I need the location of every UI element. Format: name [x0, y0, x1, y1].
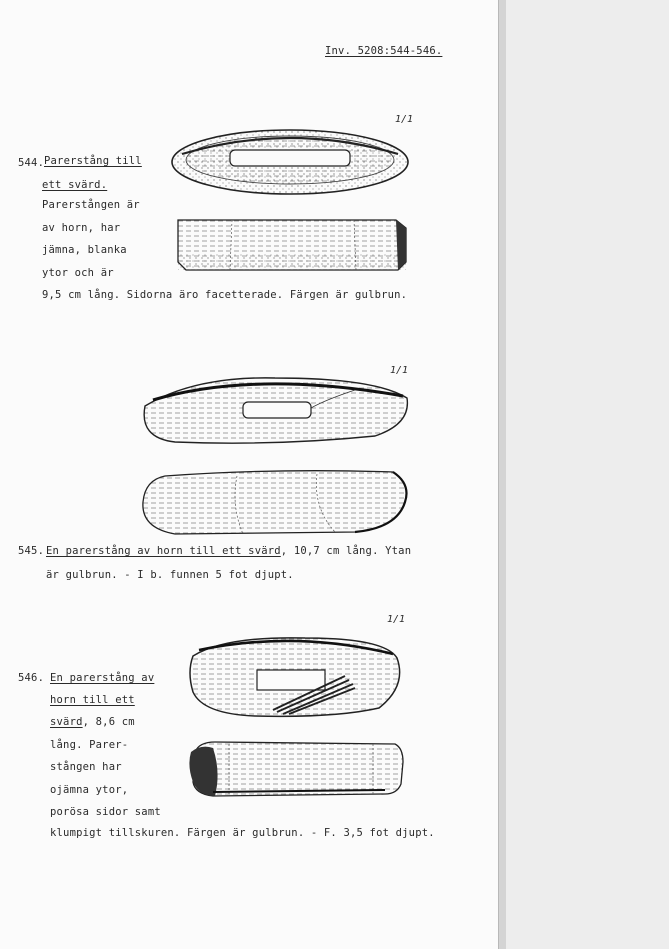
scanner-background: [506, 0, 669, 949]
entry-544-title-line1: Parerstång till: [44, 155, 142, 167]
entry-544-body-line4: ytor och är: [42, 267, 114, 279]
entry-545-drawing: [135, 376, 415, 546]
entry-546-body-line2: stången har: [50, 761, 122, 773]
entry-545-scale: 1/1: [390, 365, 409, 376]
entry-545-line2: är gulbrun. - I b. funnen 5 fot djupt.: [46, 569, 294, 581]
entry-544-body-line2: av horn, har: [42, 222, 121, 234]
entry-546-body-line4: porösa sidor samt: [50, 806, 161, 818]
entry-544-body-line3: jämna, blanka: [42, 244, 127, 256]
entry-545-text-after: , 10,7 cm lång. Ytan: [280, 545, 412, 557]
entry-546-scale: 1/1: [387, 614, 406, 625]
entry-544-title-line2: ett svärd.: [42, 179, 108, 191]
entry-546-body-line3: ojämna ytor,: [50, 784, 129, 796]
entry-544-scale: 1/1: [395, 114, 414, 125]
entry-545-number: 545.: [18, 545, 45, 557]
entry-546-title-line3: svärd: [50, 716, 83, 728]
entry-546-title-line3-wrap: [50, 715, 135, 729]
entry-546-title-line2: horn till ett: [50, 694, 135, 706]
entry-546-title-suffix: , 8,6 cm: [82, 716, 135, 728]
entry-546-body-line1: lång. Parer-: [50, 739, 129, 751]
entry-545-line1: [46, 544, 411, 558]
entry-546-last-line: klumpigt tillskuren. Färgen är gulbrun. - F. 3,5 fot djupt.: [50, 827, 435, 839]
entry-544-last-line: 9,5 cm lång. Sidorna äro facetterade. Färgen är gulbrun.: [42, 289, 408, 301]
entry-546-drawing: [185, 632, 405, 807]
inventory-number: Inv. 5208:544-546.: [325, 45, 443, 57]
entry-544-number: 544.: [18, 157, 45, 169]
entry-546-number: 546.: [18, 672, 45, 684]
entry-544-body-line1: Parerstången är: [42, 199, 140, 211]
entry-546-title-line1: En parerstång av: [50, 672, 155, 684]
entry-544-drawing: [170, 124, 410, 284]
entry-545-title: En parerstång av horn till ett svärd: [46, 545, 281, 557]
